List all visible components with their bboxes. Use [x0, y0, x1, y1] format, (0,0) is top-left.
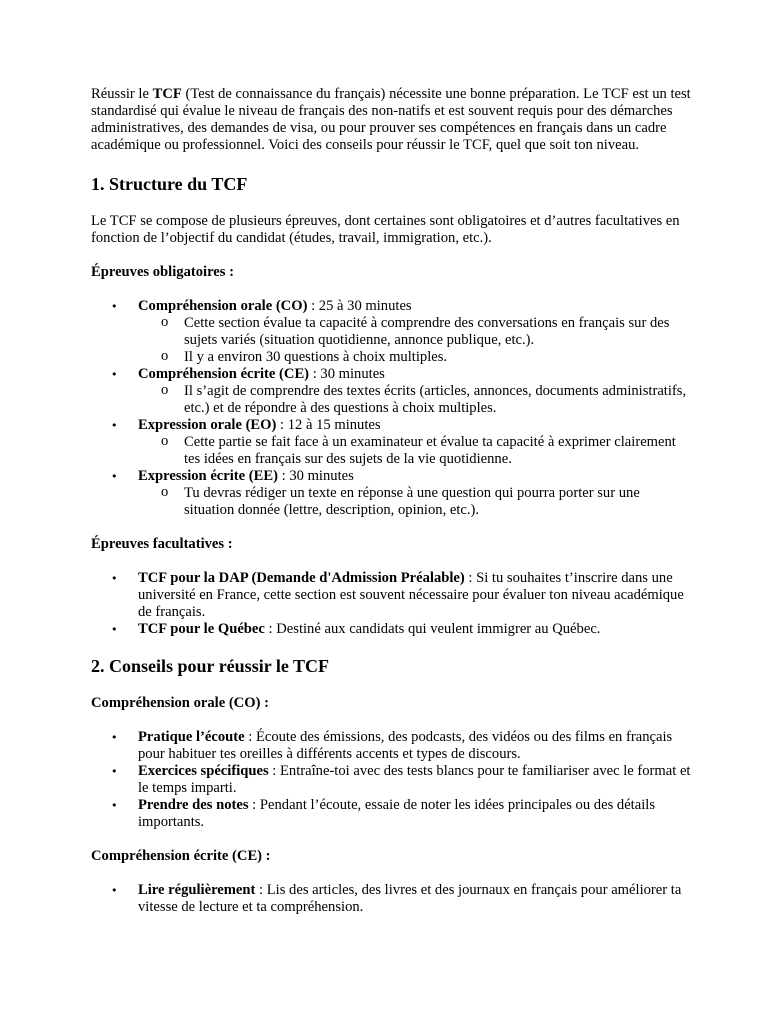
list-item — [91, 298, 691, 366]
list-item — [91, 797, 691, 831]
optional-tests-heading: Épreuves facultatives : — [91, 536, 233, 552]
sub-list-item — [138, 349, 691, 366]
sub-list — [138, 434, 691, 468]
bullet-icon: • — [111, 368, 118, 381]
sub-bullet-icon: o — [161, 348, 169, 364]
ce-tips-list — [91, 882, 691, 916]
bullet-icon: • — [111, 799, 118, 812]
list-item — [91, 366, 691, 417]
document-page — [91, 86, 691, 933]
list-item-title: Prendre des notes — [138, 797, 249, 813]
sub-list — [138, 485, 691, 519]
bullet-icon: • — [111, 884, 118, 897]
sub-list — [138, 315, 691, 366]
sub-list-item-text: Il y a environ 30 questions à choix multiples. — [184, 349, 448, 365]
list-item-title: TCF pour la DAP (Demande d'Admission Préalable) — [138, 570, 465, 586]
list-item-title: Compréhension orale (CO) — [138, 298, 308, 314]
list-item-detail: : Lis des articles, des livres et des journaux en français pour améliorer ta vitesse de lecture et ta compréhension. — [138, 882, 682, 915]
sub-bullet-icon: o — [161, 314, 169, 330]
intro-text-start: Réussir le — [91, 86, 153, 102]
sub-list-item-text: Tu devras rédiger un texte en réponse à une question qui pourra porter sur une situation donnée (lettre, description, opinion, etc.). — [184, 485, 640, 518]
list-item-detail: : 30 minutes — [309, 366, 385, 382]
ce-tips-heading: Compréhension écrite (CE) : — [91, 848, 271, 864]
list-item-detail: : Pendant l’écoute, essaie de noter les idées principales ou des détails importants. — [138, 797, 655, 830]
list-item-detail: : Si tu souhaites t’inscrire dans une université en France, cette section est souvent nécessaire pour évaluer ton niveau académique de français. — [138, 570, 684, 620]
bullet-icon: • — [111, 470, 118, 483]
sub-list-item — [138, 383, 691, 417]
list-item — [91, 570, 691, 621]
section-2-heading: 2. Conseils pour réussir le TCF — [91, 656, 330, 676]
bullet-icon: • — [111, 731, 118, 744]
list-item-title: Expression écrite (EE) — [138, 468, 278, 484]
mandatory-tests-list — [91, 298, 691, 519]
list-item-title: Expression orale (EO) — [138, 417, 277, 433]
list-item-detail: : Destiné aux candidats qui veulent immigrer au Québec. — [264, 621, 601, 637]
intro-text-rest: (Test de connaissance du français) nécessite une bonne préparation. Le TCF est un test standardisé qui évalue le niveau de français des non-natifs et est souvent requis pour des démarches administratives, des demandes de visa, ou pour prouver ses compétences en français dans un cadre académique ou professionnel. Voici des conseils pour réussir le TCF, quel que soit ton niveau. — [91, 86, 691, 153]
list-item — [91, 621, 691, 638]
co-tips-heading: Compréhension orale (CO) : — [91, 695, 269, 711]
sub-bullet-icon: o — [161, 484, 169, 500]
sub-bullet-icon: o — [161, 433, 169, 449]
bullet-icon: • — [111, 765, 118, 778]
sub-bullet-icon: o — [161, 382, 169, 398]
sub-list-item-text: Cette partie se fait face à un examinateur et évalue ta capacité à exprimer clairement tes idées en français sur des sujets de la vie quotidienne. — [184, 434, 676, 467]
list-item-title: Compréhension écrite (CE) — [138, 366, 310, 382]
list-item-title: Lire régulièrement — [138, 882, 256, 898]
optional-tests-list — [91, 570, 691, 638]
list-item-detail: : 25 à 30 minutes — [307, 298, 412, 314]
sub-list — [138, 383, 691, 417]
sub-list-item — [138, 485, 691, 519]
list-item-title: Exercices spécifiques — [138, 763, 269, 779]
bullet-icon: • — [111, 419, 118, 432]
sub-list-item-text: Il s’agit de comprendre des textes écrits (articles, annonces, documents administratifs, etc.) et de répondre à des questions à choix multiples. — [184, 383, 687, 416]
section-1-paragraph: Le TCF se compose de plusieurs épreuves, dont certaines sont obligatoires et d’autres facultatives en fonction de l’objectif du candidat (études, travail, immigration, etc.). — [91, 213, 680, 246]
list-item-detail: : Entraîne-toi avec des tests blancs pour te familiariser avec le format et le temps imparti. — [138, 763, 691, 796]
intro-bold-term: TCF — [152, 86, 182, 102]
list-item — [91, 763, 691, 797]
intro-paragraph — [91, 86, 691, 154]
list-item-detail: : 30 minutes — [277, 468, 354, 484]
list-item — [91, 417, 691, 468]
list-item — [91, 729, 691, 763]
list-item-detail: : Écoute des émissions, des podcasts, des vidéos ou des films en français pour habituer tes oreilles à différents accents et types de discours. — [138, 729, 673, 762]
list-item-title: TCF pour le Québec — [138, 621, 265, 637]
list-item — [91, 882, 691, 916]
list-item-title: Pratique l’écoute — [138, 729, 245, 745]
mandatory-tests-heading: Épreuves obligatoires : — [91, 264, 234, 280]
bullet-icon: • — [111, 623, 118, 636]
bullet-icon: • — [111, 300, 118, 313]
sub-list-item — [138, 315, 691, 349]
list-item — [91, 468, 691, 519]
section-1-heading: 1. Structure du TCF — [91, 174, 248, 194]
bullet-icon: • — [111, 572, 118, 585]
list-item-detail: : 12 à 15 minutes — [276, 417, 381, 433]
sub-list-item-text: Cette section évalue ta capacité à comprendre des conversations en français sur des sujets variés (situation quotidienne, annonce publique, etc.). — [184, 315, 670, 348]
co-tips-list — [91, 729, 691, 831]
sub-list-item — [138, 434, 691, 468]
